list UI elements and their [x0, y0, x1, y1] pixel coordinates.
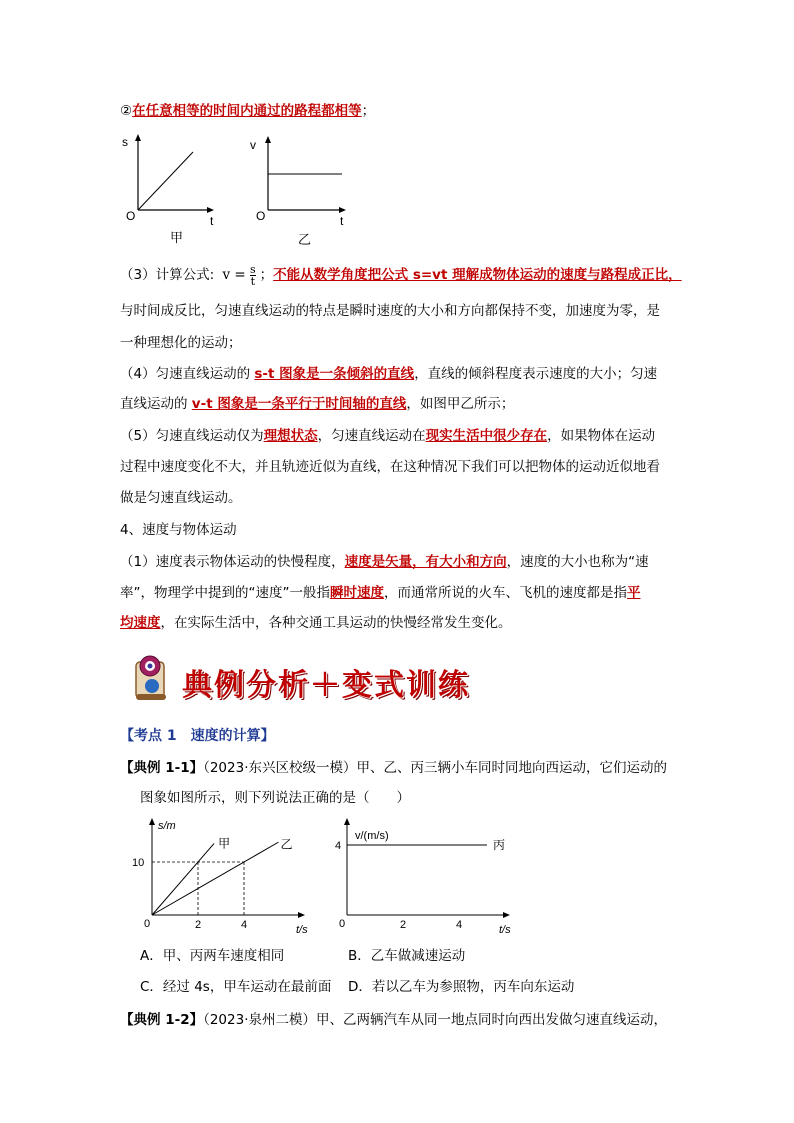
example1-tag: 【典例 1-1】: [120, 760, 204, 776]
jia-line: [138, 152, 193, 210]
item41-red-d: 均速度: [120, 615, 161, 631]
graph-jia: [122, 134, 214, 245]
item41-red-c: 平: [626, 585, 641, 601]
graph-yi: [250, 136, 346, 247]
item3-line1: （3）计算公式: v = $\frac{s}{t}$ ；不能从数学角度把公式 s=vt 理解成物体运动的速度与路程成正比，: [120, 263, 682, 288]
st-label-jia: 甲: [218, 836, 231, 851]
example1-line2: 图象如图所示，则下列说法正确的是（ ）: [140, 790, 410, 806]
st-chart: [132, 815, 320, 940]
book-scroll-icon: [128, 652, 176, 704]
formula: v = $\frac{s}{t}$: [222, 263, 256, 288]
st-x-tick-2: 2: [195, 919, 202, 931]
item4-line2: 直线运动的 v-t 图象是一条平行于时间轴的直线，如图甲乙所示；: [120, 396, 515, 412]
yi-x-arrow: [339, 207, 346, 213]
jia-x-arrow: [207, 207, 214, 213]
banner-title: 典例分析＋变式训练: [182, 668, 470, 703]
st-x-label: t/s: [296, 924, 308, 936]
item41-red-b: 瞬时速度: [329, 585, 384, 601]
st-series-jia: [152, 843, 214, 915]
figure-jia-yi: [118, 130, 358, 250]
section-banner: [128, 652, 548, 704]
yi-y-arrow: [265, 136, 271, 143]
vt-x-tick-4: 4: [456, 919, 463, 931]
option-a[interactable]: A．甲、丙两车速度相同: [140, 948, 285, 964]
example1-line1: 【典例 1-1】（2023·东兴区校级一模）甲、乙、丙三辆小车同时同地向西运动，它们运动的: [120, 760, 667, 776]
option-d[interactable]: D．若以乙车为参照物，丙车向东运动: [348, 979, 575, 995]
st-label-yi: 乙: [280, 837, 293, 852]
st-y-arrow: [149, 818, 155, 825]
st-y-tick: 10: [132, 857, 145, 869]
item3-line3: 一种理想化的运动；: [120, 335, 242, 351]
jia-y-arrow: [135, 134, 141, 141]
vt-y-arrow: [344, 818, 350, 825]
intro-line: ②在任意相等的时间内通过的路程都相等；: [120, 103, 376, 119]
item41-line2: 率”，物理学中提到的“速度”一般指瞬时速度，而通常所说的火车、飞机的速度都是指平: [120, 585, 641, 601]
jia-y-label: s: [122, 135, 128, 149]
item41-line3: 均速度，在实际生活中，各种交通工具运动的快慢经常发生变化。: [120, 615, 512, 631]
item5-red-b: 现实生活中很少存在: [425, 428, 548, 444]
example2-tag: 【典例 1-2】: [120, 1012, 204, 1028]
jia-origin: O: [126, 209, 136, 223]
vt-x-tick-2: 2: [400, 919, 407, 931]
circled-two: ②: [120, 103, 133, 119]
item5-line2: 过程中速度变化不大，并且轨迹近似为直线，在这种情况下我们可以把物体的运动近似地看: [120, 459, 660, 475]
yi-origin: O: [256, 209, 266, 223]
kaodian-label: 【考点 1 速度的计算】: [120, 728, 275, 744]
vt-x-arrow: [503, 912, 510, 918]
vt-y-tick: 4: [335, 840, 342, 852]
item5-red-a: 理想状态: [263, 428, 318, 444]
vt-y-label: v/(m/s): [355, 830, 389, 842]
item4-line1: （4）匀速直线运动的 s-t 图象是一条倾斜的直线，直线的倾斜程度表示速度的大小；匀速: [120, 366, 658, 382]
section4-title: 4、速度与物体运动: [120, 522, 237, 538]
item3-red: 不能从数学角度把公式 s=vt 理解成物体运动的速度与路程成正比，: [273, 267, 682, 283]
option-c[interactable]: C．经过 4s，甲车运动在最前面: [140, 979, 332, 995]
vt-x-label: t/s: [499, 924, 511, 936]
st-x-tick-4: 4: [241, 919, 248, 931]
st-y-label: s/m: [158, 820, 176, 832]
st-x-arrow: [298, 912, 305, 918]
jia-caption: 甲: [170, 230, 184, 245]
yi-x-label: t: [340, 214, 344, 228]
item4-red-b: v-t 图象是一条平行于时间轴的直线: [191, 396, 407, 412]
st-origin: 0: [144, 918, 151, 930]
item5-line3: 做是匀速直线运动。: [120, 490, 242, 506]
yi-y-label: v: [250, 138, 256, 152]
vt-origin: 0: [339, 918, 346, 930]
item4-red-a: s-t 图象是一条倾斜的直线: [254, 366, 415, 382]
example2-line1: 【典例 1-2】（2023·泉州二模）甲、乙两辆汽车从同一地点同时向西出发做匀速直线运动，: [120, 1012, 667, 1028]
item41-red-a: 速度是矢量，有大小和方向: [344, 554, 507, 570]
option-b[interactable]: B．乙车做减速运动: [348, 948, 466, 964]
item3-line2: 与时间成反比，匀速直线运动的特点是瞬时速度的大小和方向都保持不变，加速度为零，是: [120, 303, 660, 319]
jia-x-label: t: [210, 214, 214, 228]
item41-line1: （1）速度表示物体运动的快慢程度，速度是矢量，有大小和方向，速度的大小也称为“速: [120, 554, 649, 570]
item5-line1: （5）匀速直线运动仅为理想状态，匀速直线运动在现实生活中很少存在，如果物体在运动: [120, 428, 656, 444]
yi-caption: 乙: [298, 232, 312, 247]
intro-red: 在任意相等的时间内通过的路程都相等: [132, 103, 362, 119]
vt-label-bing: 丙: [493, 838, 506, 852]
vt-chart: [335, 815, 525, 940]
st-series-yi: [152, 842, 279, 915]
